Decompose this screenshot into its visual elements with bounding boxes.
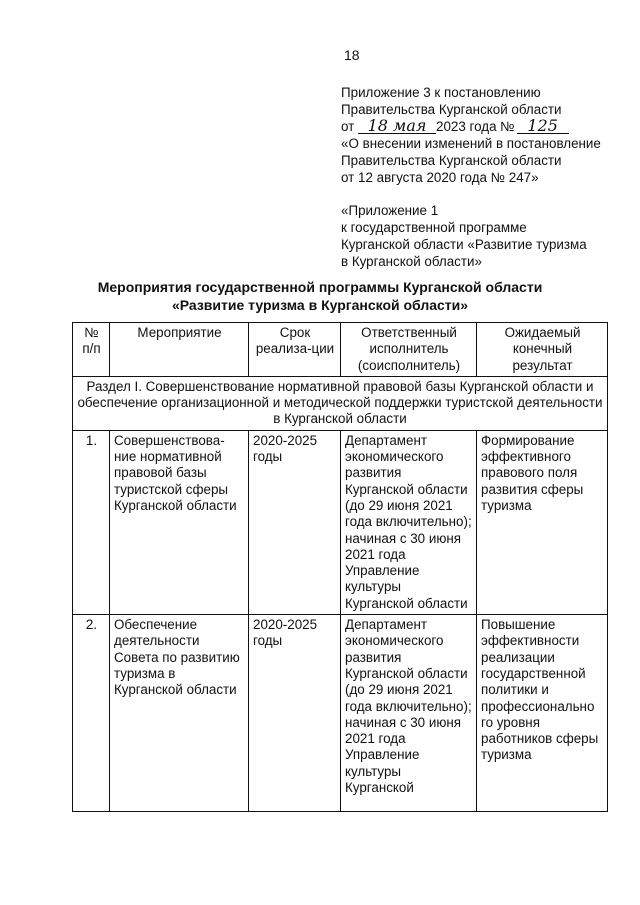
- table-row: [73, 430, 608, 614]
- row-number: 2.: [73, 615, 110, 812]
- activity-cell: Обеспечение деятельности Совета по развитию туризма в Курганской области: [110, 615, 249, 812]
- result-cell: Формирование эффективного правового поля развития сферы туризма: [477, 430, 608, 614]
- column-header: Мероприятие: [110, 323, 249, 377]
- header-line: Правительства Курганской области: [341, 153, 562, 168]
- appendix-line: Курганской области «Развитие туризма: [341, 237, 587, 252]
- header-line: Приложение 3 к постановлению: [341, 85, 541, 100]
- executor-cell: [341, 615, 477, 812]
- header-line: Правительства Курганской области: [341, 102, 562, 117]
- column-header: Ожидаемый конечный результат: [477, 323, 608, 377]
- activity-cell: Совершенствова-ние нормативной правовой базы туристской сферы Курганской области: [110, 430, 249, 614]
- header-date-line: [341, 118, 626, 135]
- section-row: [73, 376, 608, 430]
- measures-table: [72, 322, 608, 812]
- handwritten-number: 125: [517, 119, 569, 134]
- row-number: 1.: [73, 430, 110, 614]
- result-cell: Повышение эффективности реализации государственной политики и профессионально го уровня работников сферы туризма: [477, 615, 608, 812]
- handwritten-date: 18 мая: [358, 119, 436, 134]
- column-header: Срок реализа-ции: [249, 323, 341, 377]
- from-prefix: от: [341, 119, 355, 134]
- document-header: [341, 84, 626, 270]
- section-title: Раздел I. Совершенствование нормативной правовой базы Курганской области и обеспечение организационной и методической поддержки туристской деятельности в Курганской области: [73, 376, 608, 430]
- table-header-row: [73, 323, 608, 377]
- document-title: Мероприятия государственной программы Курганской области «Развитие туризма в Курганской области»: [97, 279, 543, 313]
- executor-cell: Департамент экономического развития Курганской области (до 29 июня 2021 года включительно); начиная с 30 июня 2021 года Управление культуры Курганской области: [341, 430, 477, 614]
- executor-text: Департамент экономического развития Курганской области (до 29 июня 2021 года включительно); начиная с 30 июня 2021 года Управление культуры Курганской: [345, 617, 472, 796]
- appendix-line: в Курганской области»: [341, 254, 482, 269]
- header-line: от 12 августа 2020 года № 247»: [341, 170, 539, 185]
- appendix-line: к государственной программе: [341, 220, 527, 235]
- column-header: Ответственный исполнитель (соисполнитель): [341, 323, 477, 377]
- period-cell: 2020-2025 годы: [249, 615, 341, 812]
- table-row: [73, 615, 608, 812]
- column-header: № п/п: [73, 323, 110, 377]
- year-text: 2023 года №: [436, 119, 515, 134]
- appendix-line: «Приложение 1: [341, 203, 439, 218]
- header-line: «О внесении изменений в постановление: [341, 136, 601, 151]
- period-cell: 2020-2025 годы: [249, 430, 341, 614]
- page-number: 18: [344, 47, 360, 63]
